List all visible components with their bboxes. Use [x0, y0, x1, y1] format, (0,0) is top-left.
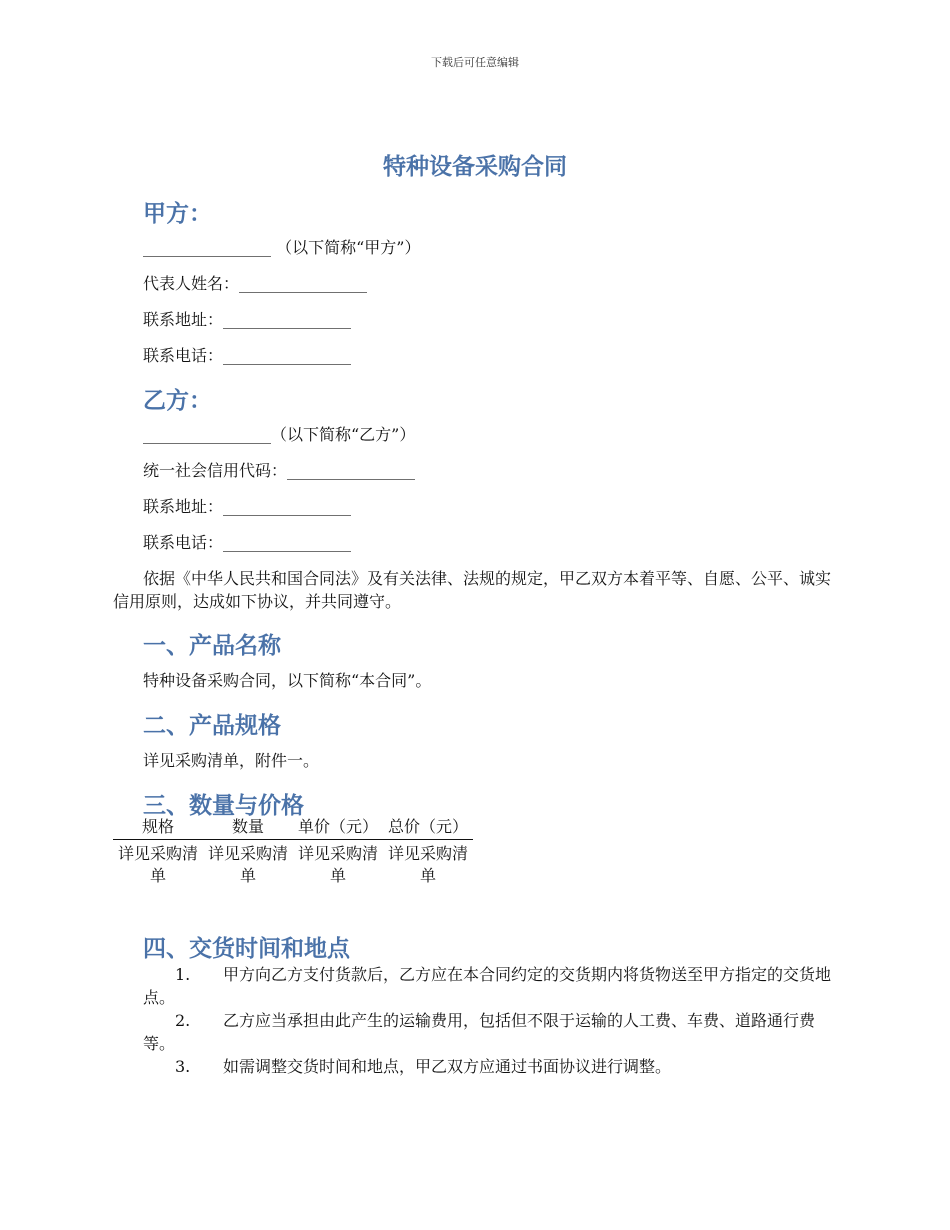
intro-paragraph: 依据《中华人民共和国合同法》及有关法律、法规的规定，甲乙双方本着平等、自愿、公平、诚实信用原则，达成如下协议，并共同遵守。 — [113, 569, 832, 611]
list-item — [143, 963, 838, 1009]
party-a-phone-line: 联系电话：________________ — [143, 346, 352, 365]
section-1-text: 特种设备采购合同，以下简称“本合同”。 — [143, 671, 432, 690]
party-a-address-line: 联系地址：________________ — [143, 310, 352, 329]
party-b-credit-code-line: 统一社会信用代码：________________ — [143, 461, 416, 480]
price-table — [113, 816, 473, 887]
list-item-text: 甲方向乙方支付货款后，乙方应在本合同约定的交货期内将货物送至甲方指定的交货地点。 — [143, 965, 832, 1007]
party-a-name-line: ________________ （以下简称“甲方”） — [143, 238, 421, 257]
list-item-number: 2. — [175, 1011, 191, 1030]
party-a-representative-line: 代表人姓名：________________ — [143, 274, 368, 293]
table-cell: 详见采购清单 — [207, 844, 288, 885]
section-2-text: 详见采购清单，附件一。 — [143, 751, 320, 770]
party-a-heading: 甲方： — [143, 201, 212, 227]
list-item-text: 乙方应当承担由此产生的运输费用，包括但不限于运输的人工费、车费、道路通行费等。 — [143, 1011, 816, 1053]
table-cell: 详见采购清单 — [387, 844, 468, 885]
table-header-cell: 总价（元） — [383, 816, 473, 840]
page-header-note: 下载后可任意编辑 — [431, 56, 519, 69]
list-item — [143, 1009, 838, 1055]
section-1-heading: 一、产品名称 — [143, 633, 281, 659]
party-b-address-line: 联系地址：________________ — [143, 497, 352, 516]
table-cell: 详见采购清单 — [117, 844, 198, 885]
party-b-name-line: ________________（以下简称“乙方”） — [143, 425, 416, 444]
table-header-cell: 单价（元） — [293, 816, 383, 840]
table-header-cell: 规格 — [113, 816, 203, 840]
list-item-text: 如需调整交货时间和地点，甲乙双方应通过书面协议进行调整。 — [223, 1057, 672, 1076]
table-header-row — [113, 816, 473, 840]
list-item — [143, 1055, 838, 1078]
table-row — [113, 840, 473, 888]
document-title: 特种设备采购合同 — [383, 154, 567, 180]
section-4-heading: 四、交货时间和地点 — [143, 936, 350, 962]
list-item-number: 1. — [175, 965, 191, 984]
table-cell: 详见采购清单 — [297, 844, 378, 885]
party-b-heading: 乙方： — [143, 388, 212, 414]
table-header-cell: 数量 — [203, 816, 293, 840]
section-2-heading: 二、产品规格 — [143, 713, 281, 739]
party-b-phone-line: 联系电话：________________ — [143, 533, 352, 552]
list-item-number: 3. — [175, 1057, 191, 1076]
section-3-heading: 三、数量与价格 — [143, 793, 304, 819]
